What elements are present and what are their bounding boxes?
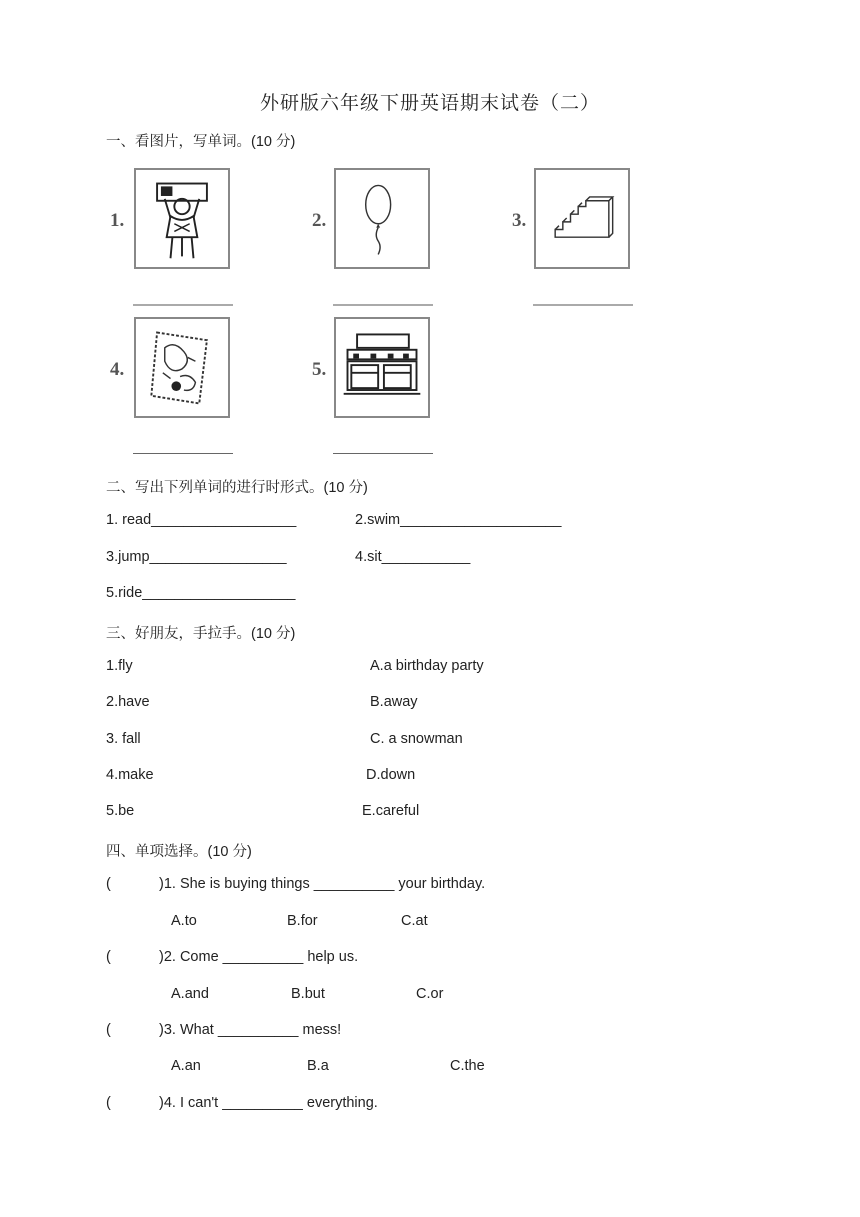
picture-1 (134, 168, 230, 269)
match-left-5: 5.be (106, 803, 135, 819)
page-title: 外研版六年级下册英语期末试卷（二） (259, 92, 600, 114)
question-1-option-a: A.to (171, 913, 197, 929)
section3-heading: 三、好朋友，手拉手。(10 分) (106, 626, 296, 642)
section2-heading: 二、写出下列单词的进行时形式。(10 分) (106, 480, 368, 496)
section1-heading: 一、看图片，写单词。(10 分) (106, 134, 296, 150)
balloon-icon (336, 170, 428, 267)
question-2-option-c: C.or (416, 986, 444, 1002)
verb-item-3: 3.jump_________________ (106, 549, 287, 565)
section4-heading: 四、单项选择。(10 分) (106, 844, 252, 860)
question-4-text: )4. I can't __________ everything. (159, 1095, 378, 1111)
stairs-icon (536, 170, 628, 267)
question-3-option-b: B.a (307, 1058, 329, 1074)
question-3-paren: ( (106, 1022, 111, 1038)
question-1-option-c: C.at (401, 913, 428, 929)
question-3-option-c: C.the (450, 1058, 485, 1074)
question-4-paren: ( (106, 1095, 111, 1111)
picture-number-5: 5. (312, 359, 327, 380)
match-right-d: D.down (366, 767, 416, 783)
question-2-text: )2. Come __________ help us. (159, 949, 359, 965)
question-3-option-a: A.an (171, 1058, 201, 1074)
picture-3 (534, 168, 630, 269)
match-right-b: B.away (370, 694, 418, 710)
question-2-paren: ( (106, 949, 111, 965)
match-right-c: C. a snowman (370, 731, 463, 747)
picture-number-4: 4. (110, 359, 125, 380)
verb-item-2: 2.swim____________________ (355, 512, 562, 528)
picture-number-3: 3. (512, 210, 527, 231)
question-3-text: )3. What __________ mess! (159, 1022, 342, 1038)
verb-item-1: 1. read__________________ (106, 512, 297, 528)
question-1-text: )1. She is buying things __________ your birthday. (159, 876, 486, 892)
map-icon (136, 319, 228, 416)
match-left-3: 3. fall (106, 731, 141, 747)
answer-line-1[interactable] (133, 304, 233, 306)
answer-line-4[interactable] (133, 453, 233, 454)
verb-item-5: 5.ride___________________ (106, 585, 296, 601)
verb-item-4: 4.sit___________ (355, 549, 471, 565)
shop-building-icon (336, 319, 428, 416)
question-2-option-b: B.but (291, 986, 325, 1002)
question-1-option-b: B.for (287, 913, 318, 929)
picture-2 (334, 168, 430, 269)
answer-line-5[interactable] (333, 453, 433, 454)
question-1-paren: ( (106, 876, 111, 892)
picture-number-1: 1. (110, 210, 125, 231)
answer-line-2[interactable] (333, 304, 433, 306)
answer-line-3[interactable] (533, 304, 633, 306)
match-left-2: 2.have (106, 694, 150, 710)
match-left-1: 1.fly (106, 658, 133, 674)
picture-5 (334, 317, 430, 418)
picture-number-2: 2. (312, 210, 327, 231)
question-2-option-a: A.and (171, 986, 209, 1002)
person-carrying-box-icon (136, 170, 228, 267)
match-right-e: E.careful (362, 803, 420, 819)
match-left-4: 4.make (106, 767, 154, 783)
picture-4 (134, 317, 230, 418)
match-right-a: A.a birthday party (370, 658, 484, 674)
